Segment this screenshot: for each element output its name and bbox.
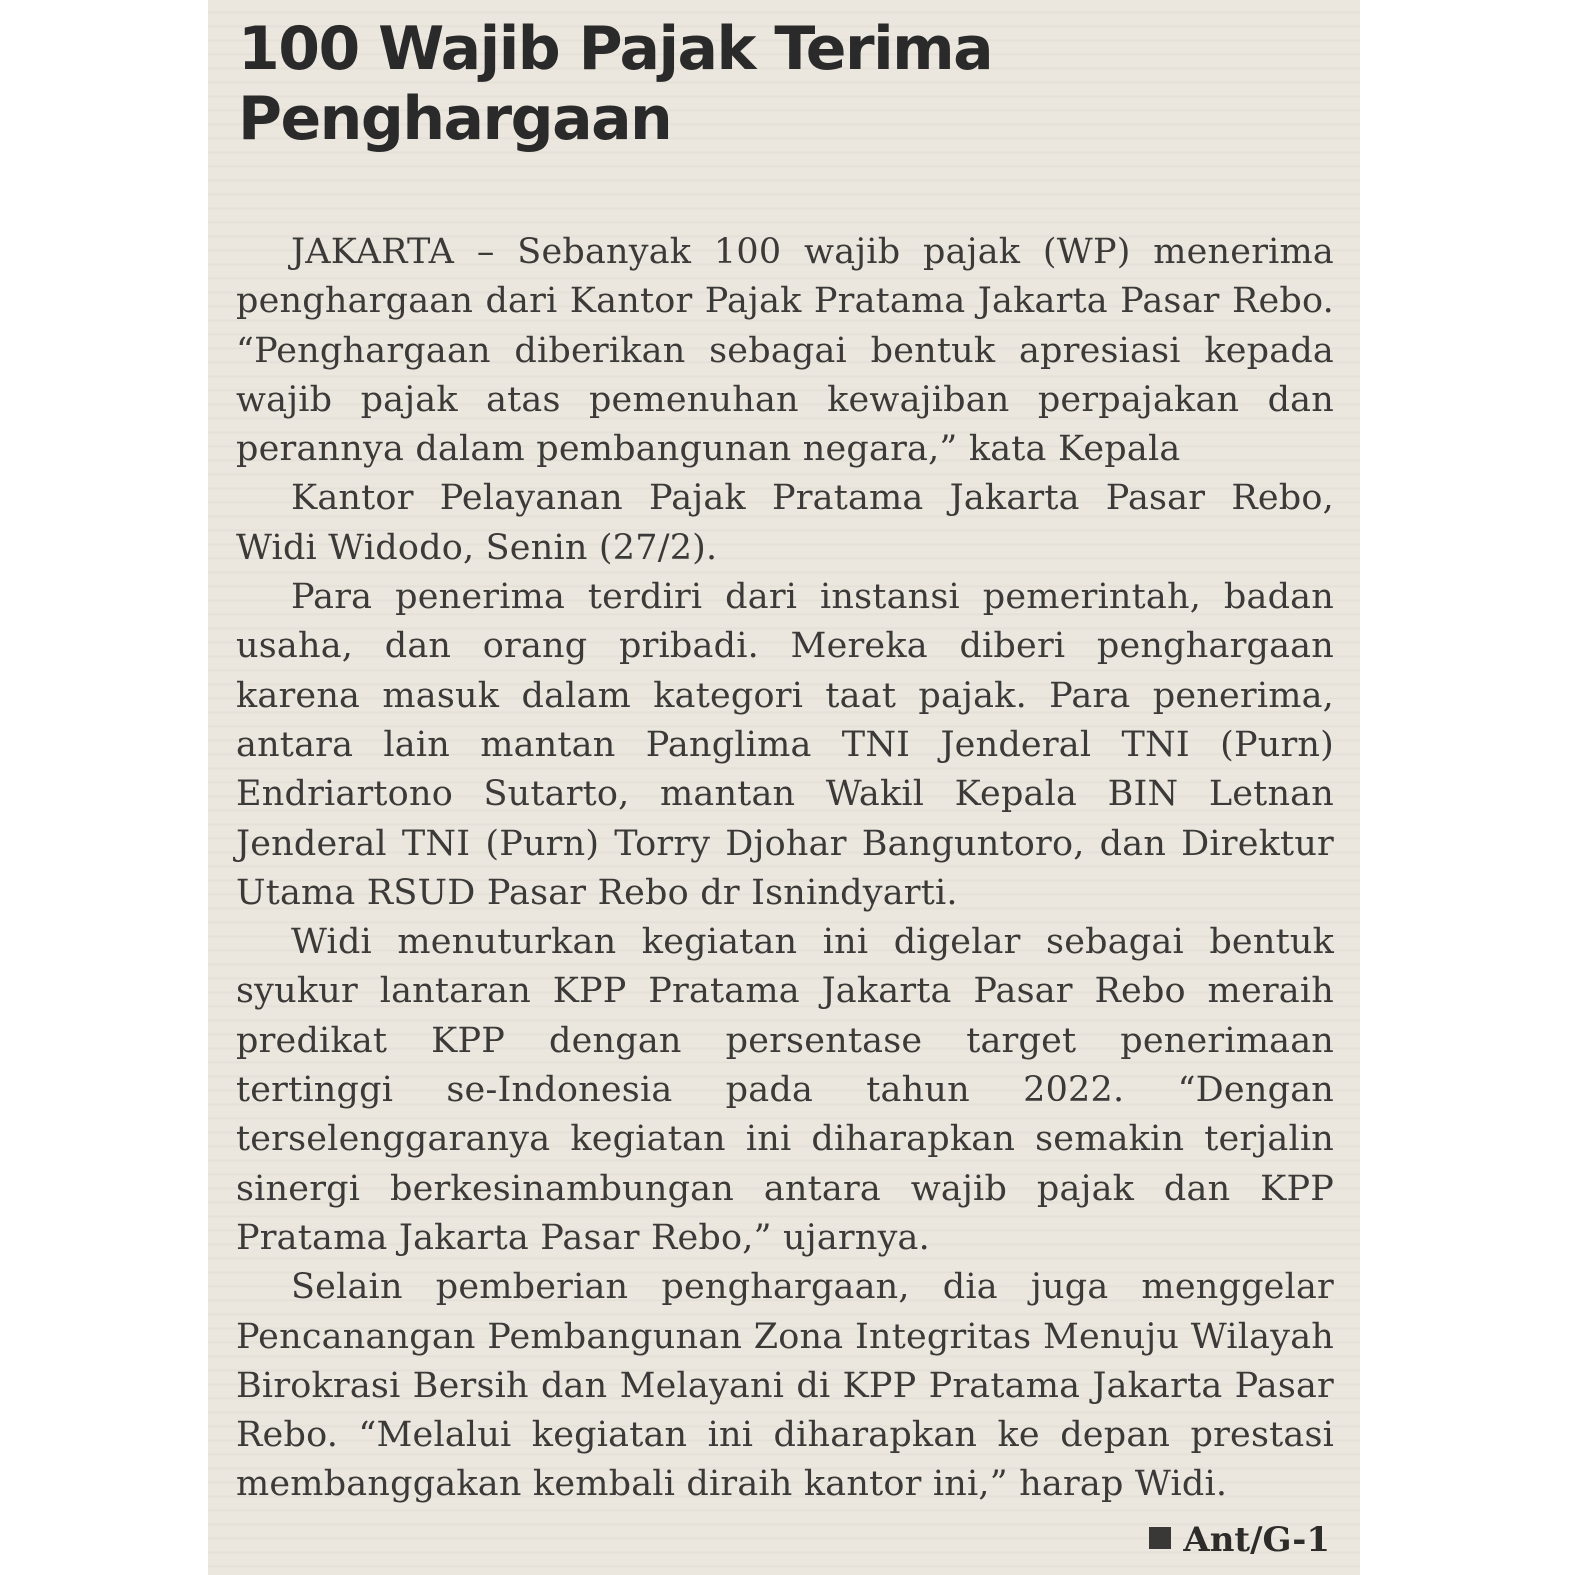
paragraph-5: Selain pemberian penghargaan, dia juga menggelar Pencanangan Pembangunan Zona Integritas Menuju Wilayah Birokrasi Bersih dan Melayani di KPP Pratama Jakarta Pasar Rebo. “Melalui kegiatan ini diharapkan ke depan prestasi membanggakan kembali diraih kantor ini,” harap Widi. bbox=[236, 1267, 1334, 1505]
paragraph-2: Kantor Pelayanan Pajak Pratama Jakarta Pasar Rebo, Widi Widodo, Senin (27/2). bbox=[236, 478, 1334, 568]
paragraph-3: Para penerima terdiri dari instansi pemerintah, badan usaha, dan orang pribadi. Mereka diberi penghargaan karena masuk dalam kategori taat pajak. Para penerima, antara lain mantan Panglima TNI Jenderal TNI (Purn) Endriartono Sutarto, mantan Wakil Kepala BIN Letnan Jenderal TNI (Purn) Torry Djohar Banguntoro, dan Direktur Utama RSUD Pasar Rebo dr Isnindyarti. bbox=[236, 577, 1334, 913]
paragraph-4: Widi menuturkan kegiatan ini digelar sebagai bentuk syukur lantaran KPP Pratama Jakarta Pasar Rebo meraih predikat KPP dengan persentase target penerimaan tertinggi se-Indonesia pada tahun 2022. “Dengan terselenggaranya kegiatan ini diharapkan semakin terjalin sinergi berkesinambungan antara wajib pajak dan KPP Pratama Jakarta Pasar Rebo,” ujarnya. bbox=[236, 922, 1334, 1258]
end-mark-icon bbox=[1149, 1527, 1171, 1549]
paragraph-1: JAKARTA – Sebanyak 100 wajib pajak (WP) menerima penghargaan dari Kantor Pajak Pratama Jakarta Pasar Rebo. “Penghargaan diberikan sebagai bentuk apresiasi kepada wajib pajak atas pemenuhan kewajiban perpajakan dan perannya dalam pembangunan negara,” kata Kepala bbox=[236, 232, 1334, 470]
article-body bbox=[236, 228, 1334, 1510]
article-headline: 100 Wajib Pajak Terima Penghargaan bbox=[238, 14, 993, 154]
newspaper-clipping bbox=[208, 0, 1360, 1575]
article-credit bbox=[1149, 1518, 1330, 1562]
credit-text: Ant/G-1 bbox=[1183, 1520, 1330, 1560]
